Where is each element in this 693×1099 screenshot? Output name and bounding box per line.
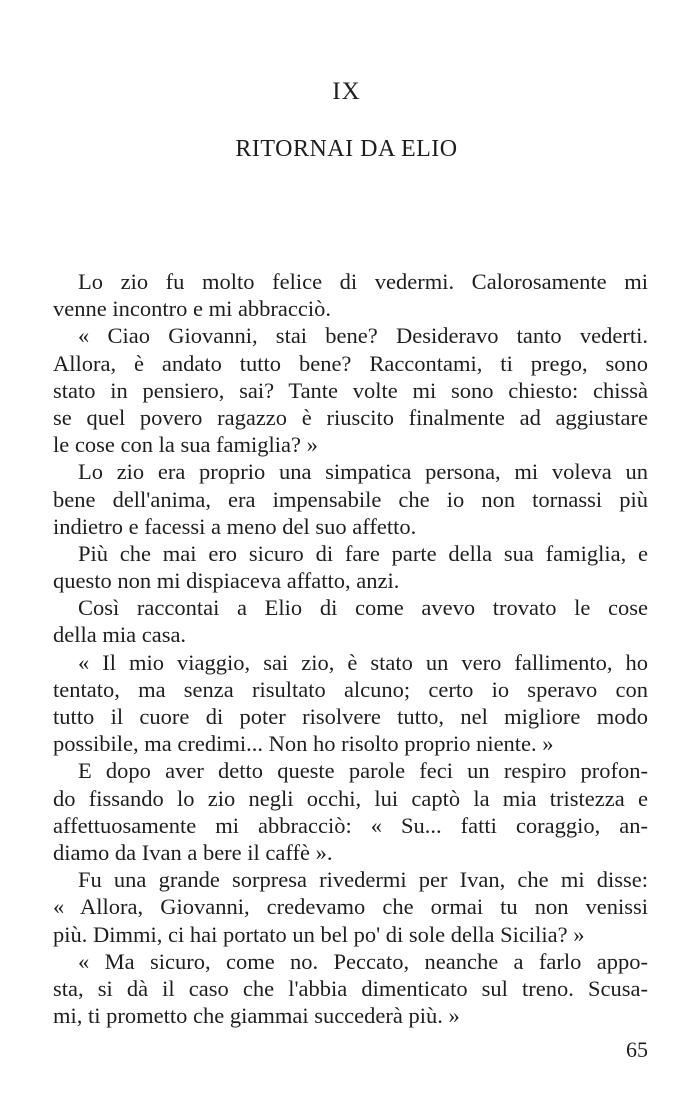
text-line: diamo da Ivan a bere il caffè ». xyxy=(53,839,333,865)
text-line: Fu una grande sorpresa rivedermi per Ivan, che mi disse: xyxy=(78,867,648,893)
text-line: Lo zio fu molto felice di vedermi. Calorosamente mi xyxy=(78,269,648,294)
text-line: le cose con la sua famiglia? » xyxy=(53,432,318,458)
text-line: questo non mi dispiaceva affatto, anzi. xyxy=(53,568,400,594)
chapter-title: RITORNAI DA ELIO xyxy=(235,136,458,162)
text-line: « Allora, Giovanni, credevamo che ormai tu non venissi xyxy=(53,894,648,920)
text-line: sta, si dà il caso che l'abbia dimenticato sul treno. Scusa- xyxy=(53,975,648,1001)
text-line: possibile, ma credimi... Non ho risolto proprio niente. » xyxy=(53,731,554,757)
text-line: della mia casa. xyxy=(53,622,187,648)
text-line: tutto il cuore di poter risolvere tutto, nel migliore modo xyxy=(53,704,648,729)
text-line: Lo zio era proprio una simpatica persona, mi voleva un xyxy=(78,459,648,485)
text-line: Così raccontai a Elio di come avevo trovato le cose xyxy=(78,595,648,621)
text-line: più. Dimmi, ci hai portato un bel po' di sole della Sicilia? » xyxy=(53,921,585,947)
text-line: Più che mai ero sicuro di fare parte della sua famiglia, e xyxy=(78,540,648,566)
text-line: « Il mio viaggio, sai zio, è stato un vero fallimento, ho xyxy=(78,649,648,675)
text-line: « Ciao Giovanni, stai bene? Desideravo tanto vederti. xyxy=(78,323,648,349)
text-line: Allora, è andato tutto bene? Raccontami, ti prego, sono xyxy=(53,350,648,376)
text-line: stato in pensiero, sai? Tante volte mi sono chiesto: chissà xyxy=(53,377,648,403)
text-line: mi, ti prometto che giammai succederà più. » xyxy=(53,1003,460,1029)
text-line: tentato, ma senza risultato alcuno; certo io speravo con xyxy=(53,676,648,702)
text-line: E dopo aver detto queste parole feci un respiro profon- xyxy=(78,758,648,784)
text-line: do fissando lo zio negli occhi, lui captò la mia tristezza e xyxy=(53,785,648,811)
chapter-body-text xyxy=(0,268,693,1029)
chapter-number: IX xyxy=(332,78,361,105)
text-line: se quel povero ragazzo è riuscito finalmente ad aggiustare xyxy=(53,404,648,430)
text-line: affettuosamente mi abbracciò: « Su... fatti coraggio, an- xyxy=(53,812,648,838)
text-line: indietro e facessi a meno del suo affetto. xyxy=(53,513,417,539)
page-number: 65 xyxy=(626,1037,648,1062)
text-line: « Ma sicuro, come no. Peccato, neanche a farlo appo- xyxy=(78,948,648,974)
text-line: bene dell'anima, era impensabile che io non tornassi più xyxy=(53,486,648,512)
text-line: venne incontro e mi abbracciò. xyxy=(53,296,332,322)
